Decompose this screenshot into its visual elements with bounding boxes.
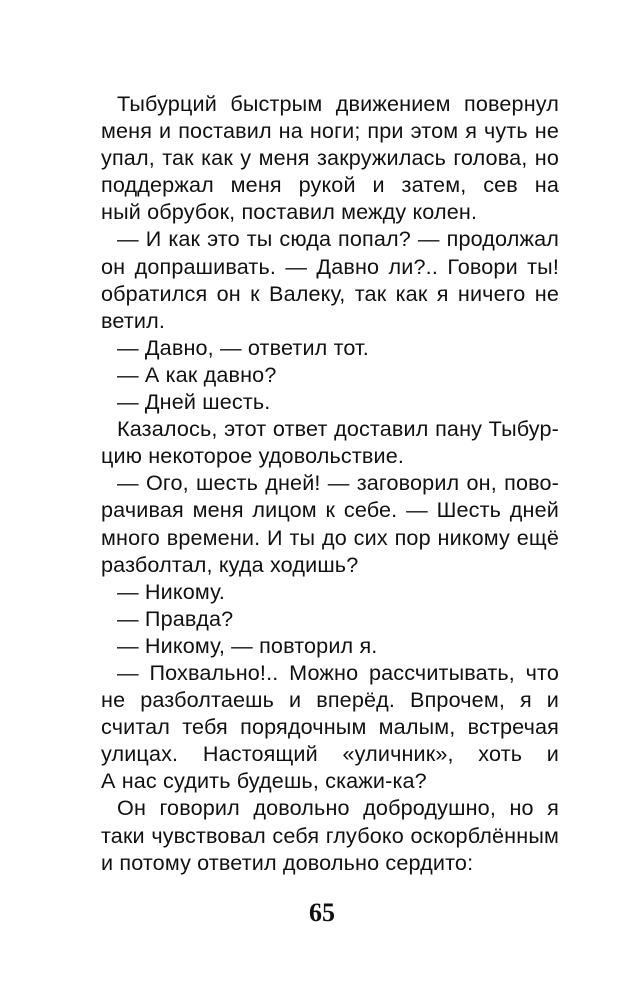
text-line: — Никому.: [117, 578, 226, 604]
text-line: ветил.: [101, 307, 165, 333]
text-line: — Давно, — ответил тот.: [117, 334, 369, 360]
text-line: Казалось, этот ответ доставил пану Тыбур-: [117, 416, 559, 442]
text-line: улицах. Настоящий «уличник», хоть и: [101, 741, 559, 767]
text-line: считал тебя порядочным малым, встречая: [101, 714, 559, 740]
text-line: он допрашивать. — Давно ли?.. Говори ты!: [101, 253, 559, 279]
text-line: рачивая меня лицом к себе. — Шесть дней: [101, 497, 559, 523]
text-line: цию некоторое удовольствие.: [101, 443, 405, 469]
text-line: разболтал, куда ходишь?: [101, 551, 359, 577]
text-line: упал, так как у меня закружилась голова, но: [101, 145, 559, 171]
text-line: — Дней шесть.: [117, 389, 271, 415]
text-line: много времени. И ты до сих пор никому ещё: [101, 524, 559, 550]
text-line: — Правда?: [117, 605, 234, 631]
text-line: не разболтаешь и вперёд. Впрочем, я и: [101, 687, 559, 713]
page-number: 65: [309, 898, 335, 927]
text-line: — Ого, шесть дней! — заговорил он, пово-: [117, 470, 559, 496]
text-line: — Похвально!.. Можно рассчитывать, что: [117, 659, 559, 685]
text-line: — И как это ты сюда попал? — продолжал: [117, 226, 559, 252]
text-line: — А как давно?: [117, 361, 277, 387]
text-line: Тыбурций быстрым движением повернул: [117, 91, 559, 116]
text-line: ный обрубок, поставил между колен.: [101, 199, 478, 225]
text-line: таки чувствовал себя глубоко оскорблённым: [101, 822, 559, 848]
text-line: Он говорил довольно добродушно, но я: [117, 795, 559, 821]
text-line: поддержал меня рукой и затем, сев на: [101, 172, 559, 198]
text-line: — Никому, — повторил я.: [117, 632, 378, 658]
text-line: обратился он к Валеку, так как я ничего не: [101, 280, 559, 306]
text-line: и потому ответил довольно сердито:: [101, 849, 474, 875]
text-line: меня и поставил на ноги; при этом я чуть не: [101, 118, 559, 144]
body-text: [101, 90, 559, 876]
text-line: А нас судить будешь, скажи-ка?: [101, 768, 427, 794]
